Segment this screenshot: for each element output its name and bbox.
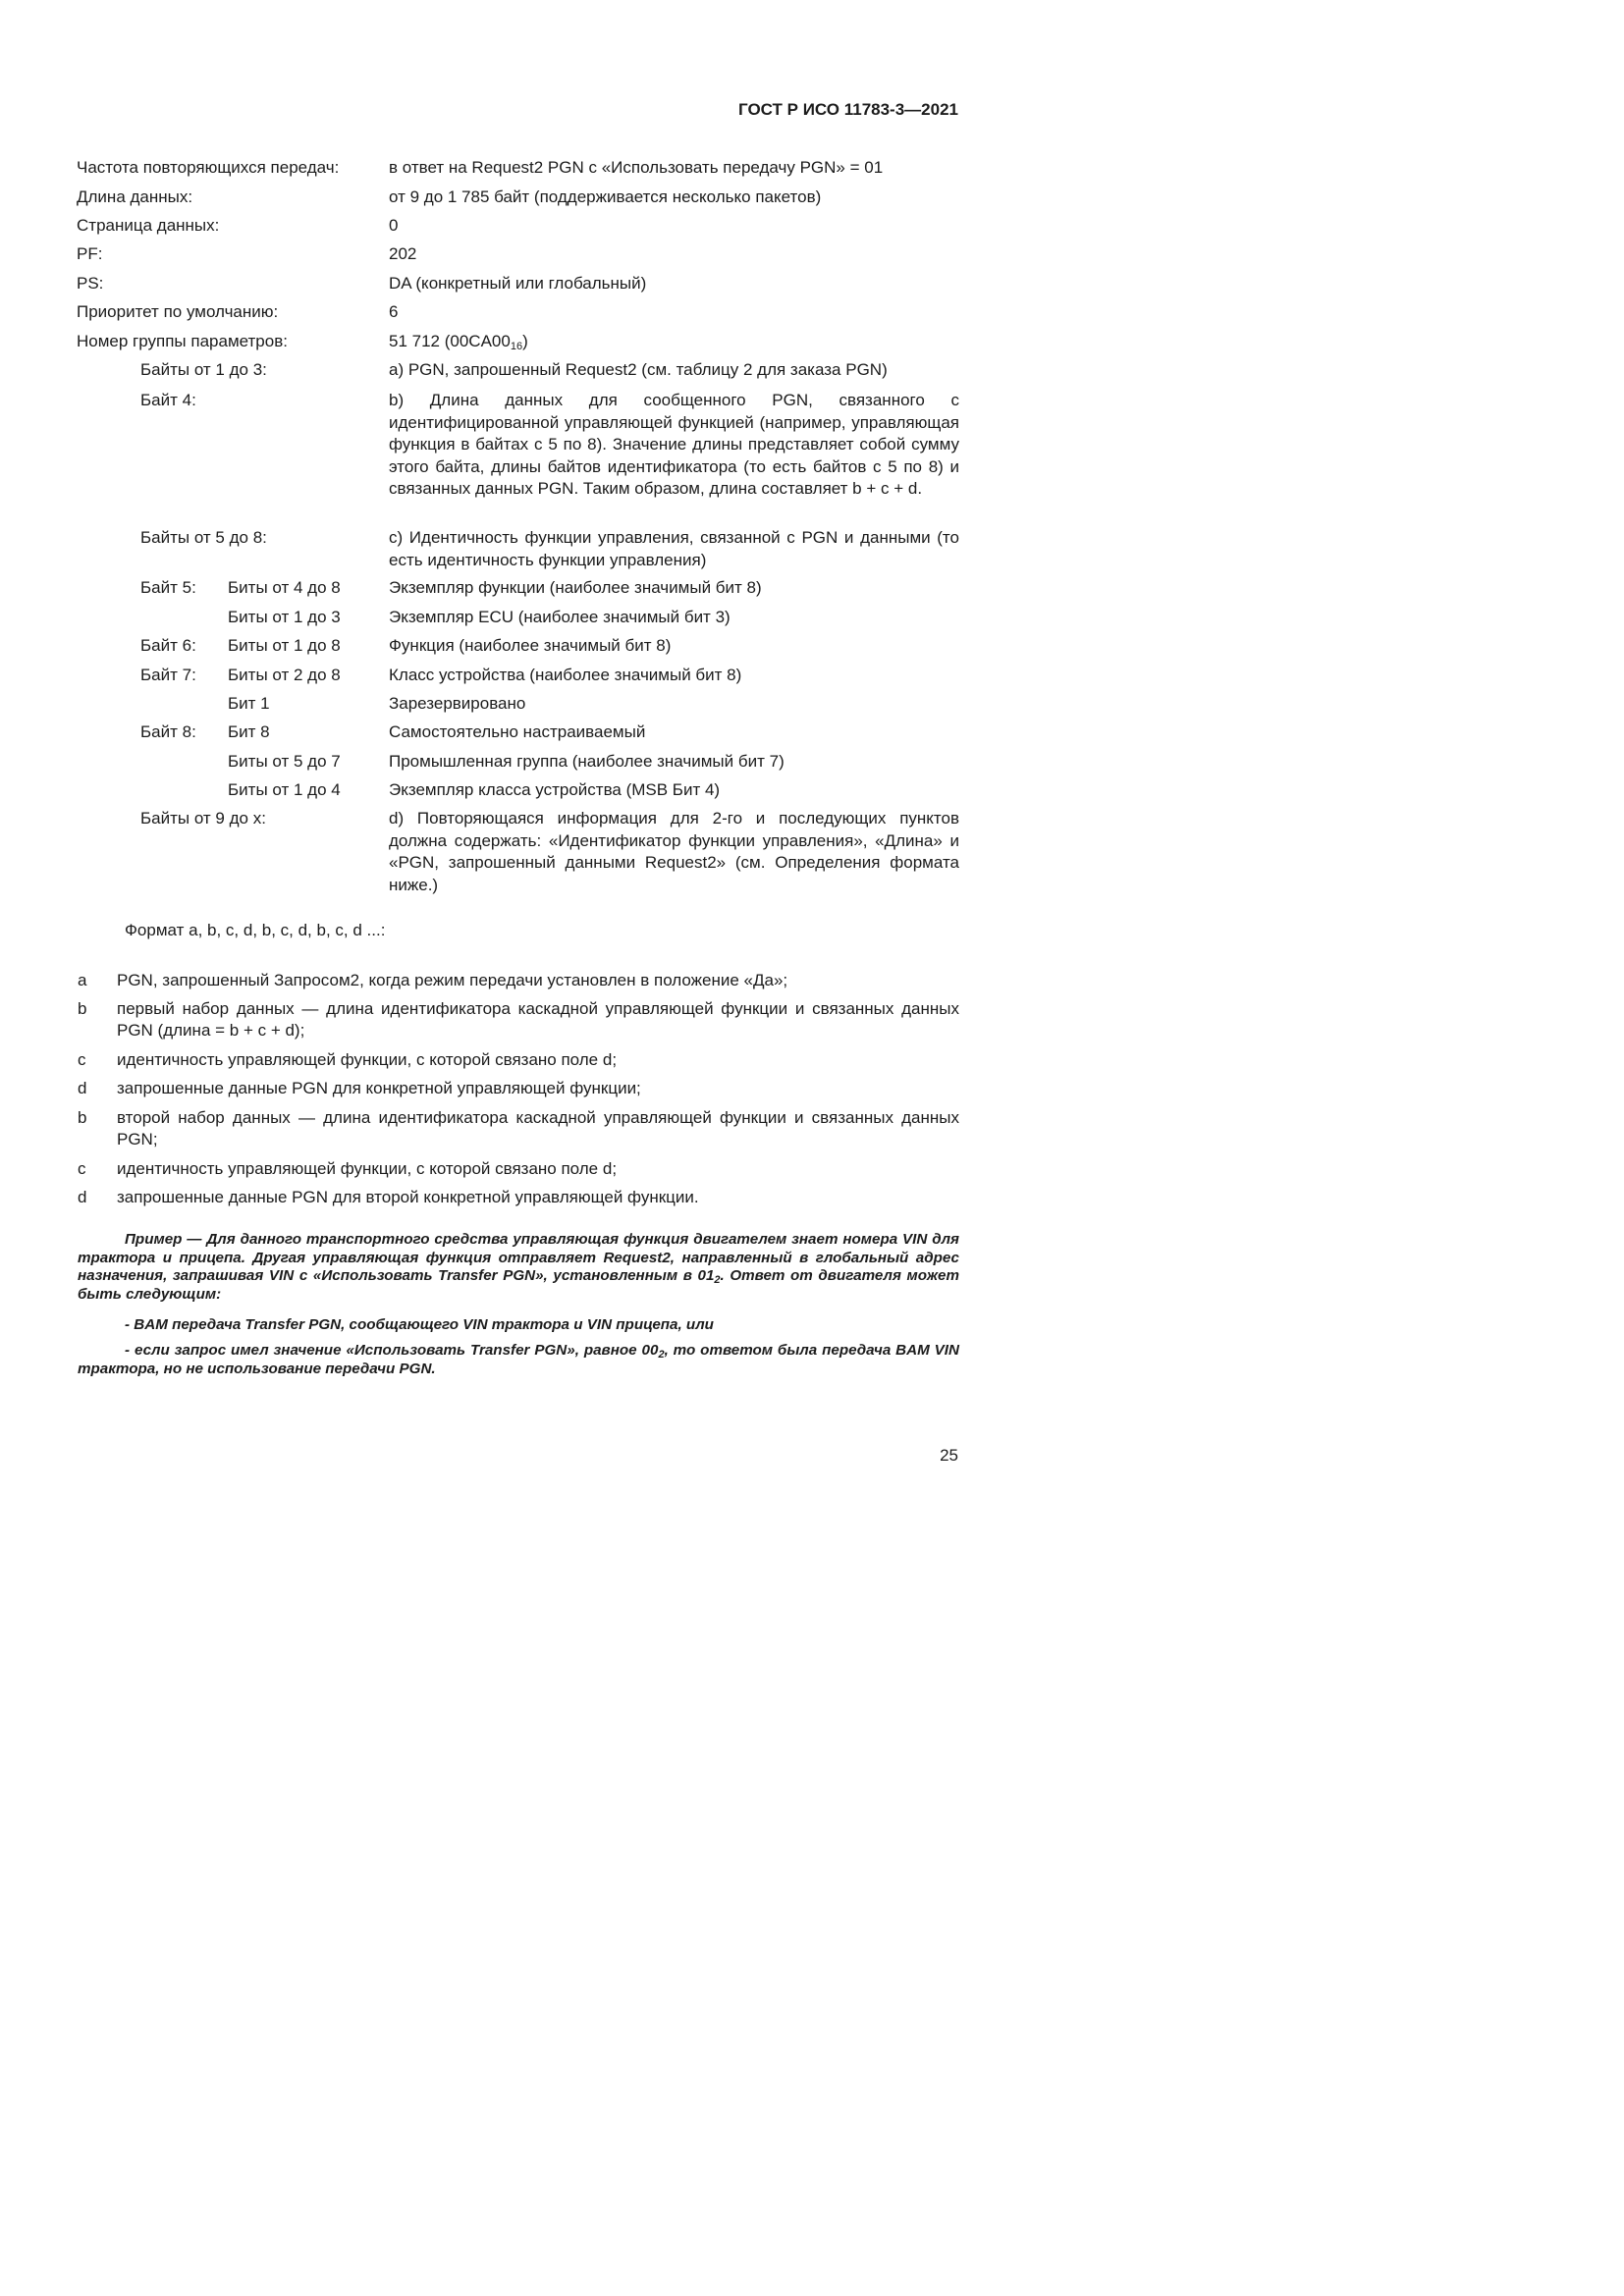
bit-row-value: Функция (наиболее значимый бит 8) <box>389 636 672 655</box>
example-paragraph <box>78 1231 959 1304</box>
field-label-repeat-rate: Частота повторяющихся передач: <box>77 158 340 177</box>
pgn-value-end: ) <box>522 332 528 350</box>
bit-row-value: Экземпляр ECU (наиболее значимый бит 3) <box>389 608 731 626</box>
list-letter: c <box>78 1050 86 1069</box>
bit-row-byte: Байт 8: <box>140 722 196 741</box>
field-value-data-length: от 9 до 1 785 байт (поддерживается несколько пакетов) <box>389 187 822 206</box>
bit-row-value: Промышленная группа (наиболее значимый бит 7) <box>389 752 785 771</box>
list-text: запрошенные данные PGN для второй конкретной управляющей функции. <box>117 1188 699 1206</box>
page-number: 25 <box>940 1446 958 1465</box>
bit-row-bits: Биты от 1 до 8 <box>228 636 341 655</box>
field-label-ps: PS: <box>77 274 104 293</box>
byte-label-9-x: Байты от 9 до x: <box>140 809 266 828</box>
bit-row-bits: Биты от 2 до 8 <box>228 666 341 684</box>
byte-value-4: b) Длина данных для сообщенного PGN, связанного с идентифицированной управляющей функцией (например, управляющая функция в байтах с 5 по 8). Значение длины представляет собой сумму этого байта, длины байтов идентификатора (то есть байтов с 5 по 8) и связанных данных PGN. Таким образом, длина составляет b + c + d. <box>389 391 959 498</box>
example-text-main: Пример — Для данного транспортного средства управляющая функция двигателем знает номера VIN для трактора и прицепа. Другая управляющая функция отправляет Request2, направленный в глобальный адрес назначения, запрашивая VIN с «Использовать Transfer PGN», установленным в 01 <box>78 1231 959 1284</box>
example-bullet-2-end: , то ответом была передача BAM VIN трактора, но не использование передачи PGN. <box>78 1342 959 1377</box>
bit-row-bits: Бит 1 <box>228 694 270 713</box>
list-letter: b <box>78 999 87 1018</box>
bit-row-bits: Биты от 4 до 8 <box>228 578 341 597</box>
example-text-end: . Ответ от двигателя может быть следующим: <box>78 1267 959 1303</box>
field-value-default-priority: 6 <box>389 302 399 321</box>
example-subscript: 2 <box>714 1274 721 1286</box>
field-value-pf: 202 <box>389 244 417 263</box>
bit-row-bits: Биты от 1 до 3 <box>228 608 341 626</box>
pgn-value-main: 51 712 (00CA00 <box>389 332 511 350</box>
document-code: ГОСТ Р ИСО 11783-3—2021 <box>738 100 958 119</box>
list-text: идентичность управляющей функции, с которой связано поле d; <box>117 1159 618 1178</box>
list-text: второй набор данных — длина идентификатора каскадной управляющей функции и связанных данных PGN; <box>117 1108 959 1148</box>
list-text: запрошенные данные PGN для конкретной управляющей функции; <box>117 1079 641 1097</box>
bit-row-value: Зарезервировано <box>389 694 526 713</box>
bit-row-bits: Бит 8 <box>228 722 270 741</box>
field-value-pgn <box>389 331 528 352</box>
bit-row-byte: Байт 6: <box>140 636 196 655</box>
bit-row-byte: Байт 5: <box>140 578 196 597</box>
bit-row-byte: Байт 7: <box>140 666 196 684</box>
field-value-ps: DA (конкретный или глобальный) <box>389 274 647 293</box>
list-letter: d <box>78 1079 87 1097</box>
field-value-data-page: 0 <box>389 216 399 235</box>
list-letter: b <box>78 1108 87 1127</box>
example-bullet-2-main: - если запрос имел значение «Использовать Transfer PGN», равное 00 <box>125 1342 659 1359</box>
byte-label-4: Байт 4: <box>140 391 196 409</box>
list-letter: d <box>78 1188 87 1206</box>
bit-row-bits: Биты от 5 до 7 <box>228 752 341 771</box>
list-letter: c <box>78 1159 86 1178</box>
bit-row-value: Класс устройства (наиболее значимый бит 8) <box>389 666 742 684</box>
byte-label-5-8: Байты от 5 до 8: <box>140 528 267 547</box>
example-bullet-1: - BAM передача Transfer PGN, сообщающего VIN трактора и VIN прицепа, или <box>125 1316 714 1333</box>
bit-row-value: Самостоятельно настраиваемый <box>389 722 646 741</box>
list-letter: a <box>78 971 87 989</box>
example-bullet-2 <box>78 1342 959 1378</box>
bit-row-value: Экземпляр функции (наиболее значимый бит 8) <box>389 578 762 597</box>
format-line: Формат a, b, c, d, b, c, d, b, c, d ...: <box>125 921 386 939</box>
field-label-pf: PF: <box>77 244 103 263</box>
byte-value-5-8: c) Идентичность функции управления, связанной с PGN и данными (то есть идентичность функции управления) <box>389 528 959 569</box>
bit-row-value: Экземпляр класса устройства (MSB Бит 4) <box>389 780 721 799</box>
list-text: PGN, запрошенный Запросом2, когда режим передачи установлен в положение «Да»; <box>117 971 788 989</box>
bit-row-bits: Биты от 1 до 4 <box>228 780 341 799</box>
byte-label-1-3: Байты от 1 до 3: <box>140 360 267 379</box>
list-text: первый набор данных — длина идентификатора каскадной управляющей функции и связанных данных PGN (длина = b + c + d); <box>117 999 959 1040</box>
list-text: идентичность управляющей функции, с которой связано поле d; <box>117 1050 618 1069</box>
field-label-data-length: Длина данных: <box>77 187 193 206</box>
pgn-value-subscript: 16 <box>510 341 523 352</box>
field-label-pgn: Номер группы параметров: <box>77 332 288 350</box>
field-label-default-priority: Приоритет по умолчанию: <box>77 302 279 321</box>
field-value-repeat-rate: в ответ на Request2 PGN с «Использовать передачу PGN» = 01 <box>389 158 884 177</box>
field-label-data-page: Страница данных: <box>77 216 220 235</box>
example-bullet-2-subscript: 2 <box>658 1349 665 1361</box>
byte-value-9-x: d) Повторяющаяся информация для 2-го и последующих пунктов должна содержать: «Идентификатор функции управления», «Длина» и «PGN, запрошенный данными Request2» (см. Определения формата ниже.) <box>389 809 959 894</box>
byte-value-1-3: a) PGN, запрошенный Request2 (см. таблицу 2 для заказа PGN) <box>389 360 888 379</box>
